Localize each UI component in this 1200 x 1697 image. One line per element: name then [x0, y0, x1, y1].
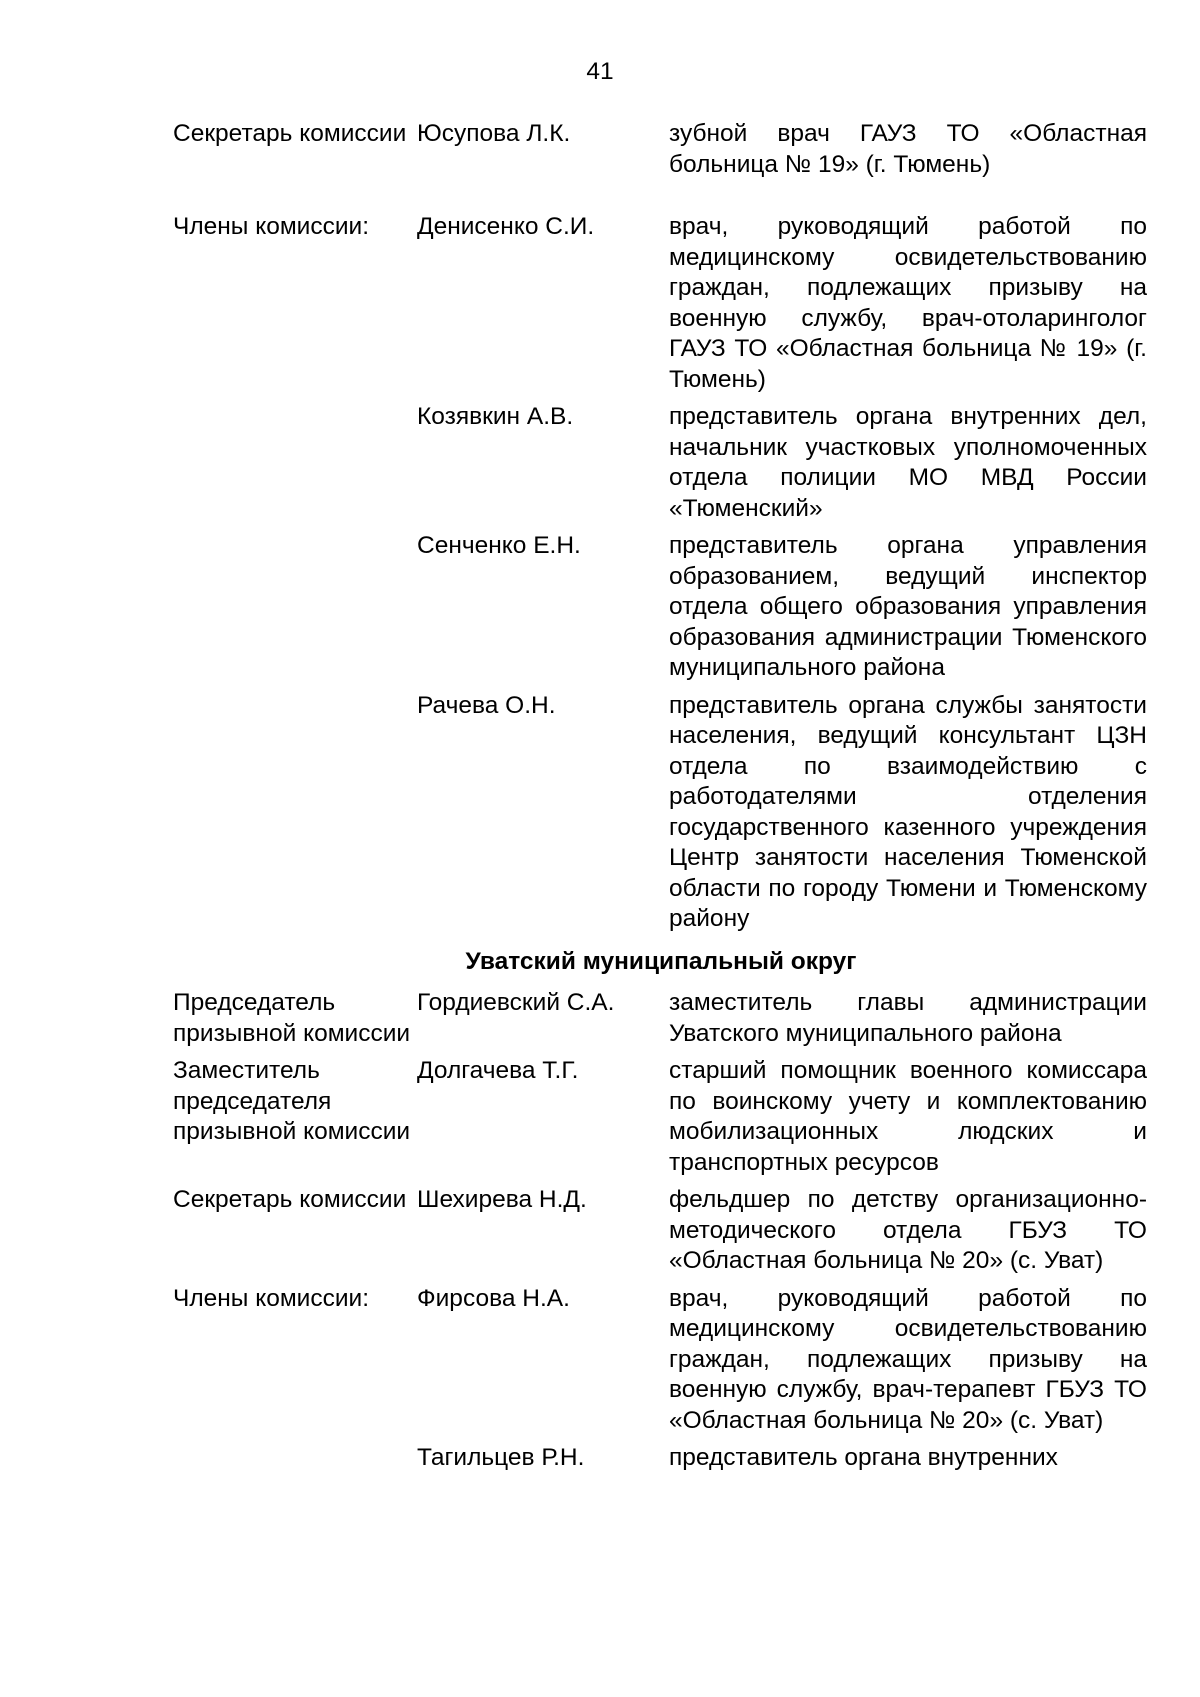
- page-number: 41: [586, 58, 614, 85]
- member-name: Долгачева Т.Г.: [417, 1057, 579, 1084]
- commission-row: [173, 531, 1148, 684]
- commission-row: [173, 1056, 1148, 1178]
- member-name: Гордиевский С.А.: [417, 989, 615, 1016]
- member-position: врач, руководящий работой по медицинскому освидетельствованию граждан, подлежащих призыву на военную службу, врач-отоларинголог ГАУЗ ТО «Областная больница № 19» (г. Тюмень): [669, 213, 1147, 393]
- member-position: представитель органа внутренних дел, начальник участковых уполномоченных отдела полиции МО МВД России «Тюменский»: [669, 403, 1147, 522]
- member-role: Секретарь комиссии: [173, 120, 407, 147]
- commission-row: [173, 988, 1148, 1049]
- member-name: Сенченко Е.Н.: [417, 532, 581, 559]
- member-role: Заместитель председателя призывной комиссии: [173, 1057, 411, 1145]
- section-title: [173, 947, 1148, 978]
- commission-list: [173, 119, 1148, 1481]
- member-name: Рачева О.Н.: [417, 691, 556, 719]
- member-position: представитель органа управления образованием, ведущий инспектор отдела общего образования управления образования администрации Тюменского муниципального района: [669, 532, 1147, 681]
- member-position: представитель органа службы занятости населения, ведущий консультант ЦЗН отдела по взаимодействию с работодателями отделения государственного казенного учреждения Центр занятости населения Тюменской области по городу Тюмени и Тюменскому району: [669, 691, 1147, 932]
- member-position: старший помощник военного комиссара по воинскому учету и комплектованию мобилизационных людских и транспортных ресурсов: [669, 1057, 1147, 1176]
- member-name: Фирсова Н.А.: [417, 1284, 570, 1312]
- member-role: [173, 402, 417, 524]
- commission-row: [173, 212, 1148, 395]
- member-name: Тагильцев Р.Н.: [417, 1444, 585, 1471]
- member-role: [173, 691, 417, 935]
- commission-row: [173, 1443, 1148, 1474]
- member-role: [173, 1443, 417, 1474]
- member-name: Юсупова Л.К.: [417, 120, 571, 147]
- member-role: Председатель призывной комиссии: [173, 989, 411, 1047]
- member-position: фельдшер по детству организационно-методического отдела ГБУЗ ТО «Областная больница № 20» (с. Уват): [669, 1186, 1147, 1274]
- member-role: Члены комиссии:: [173, 213, 370, 240]
- member-name: Козявкин А.В.: [417, 403, 574, 430]
- commission-row: [173, 402, 1148, 524]
- member-role: Секретарь комиссии: [173, 1186, 407, 1213]
- member-position: зубной врач ГАУЗ ТО «Областная больница № 19» (г. Тюмень): [669, 120, 1147, 178]
- commission-row: [173, 1284, 1148, 1437]
- member-name: Денисенко С.И.: [417, 213, 595, 240]
- section-title-text: Уватский муниципальный округ: [465, 947, 857, 975]
- commission-row: [173, 119, 1148, 180]
- member-name: Шехирева Н.Д.: [417, 1186, 587, 1213]
- member-position: врач, руководящий работой по медицинскому освидетельствованию граждан, подлежащих призыву на военную службу, врач-терапевт ГБУЗ ТО «Областная больница № 20» (с. Уват): [669, 1284, 1147, 1434]
- commission-row: [173, 691, 1148, 935]
- member-position: представитель органа внутренних: [669, 1444, 1058, 1471]
- member-role: Члены комиссии:: [173, 1284, 370, 1312]
- member-position: заместитель главы администрации Уватского муниципального района: [669, 989, 1147, 1047]
- commission-row: [173, 1185, 1148, 1277]
- member-role: [173, 531, 417, 684]
